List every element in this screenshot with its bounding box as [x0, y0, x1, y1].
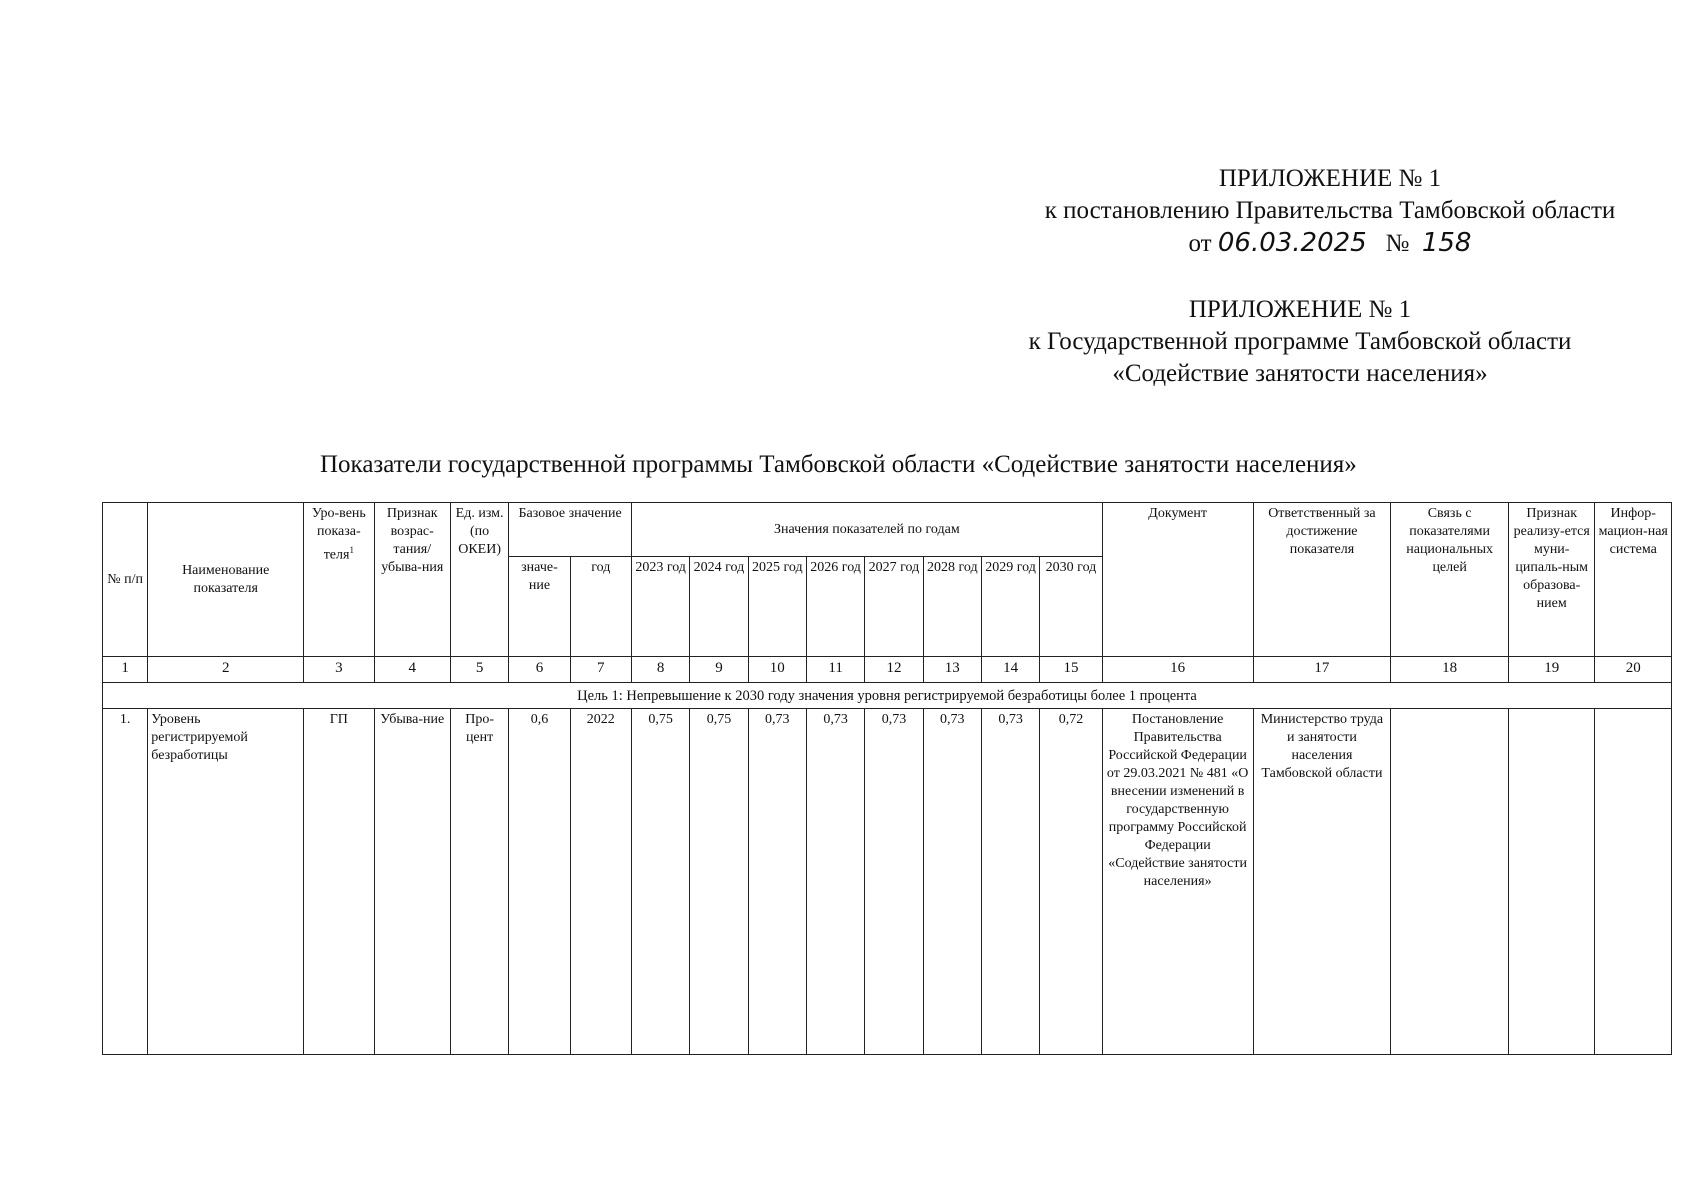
col-level-header — [304, 503, 374, 657]
year-value: 0,73 — [748, 709, 806, 1055]
col-base-value-header: значе-ние — [509, 557, 570, 657]
row-num: 1. — [103, 709, 148, 1055]
date-prefix: от — [1188, 230, 1212, 257]
base-value: 0,6 — [509, 709, 570, 1055]
year-value: 0,75 — [690, 709, 748, 1055]
column-number: 6 — [509, 657, 570, 683]
national-cell — [1391, 709, 1509, 1055]
info-system-cell — [1595, 709, 1672, 1055]
indicator-name: Уровень регистрируемой безработицы — [148, 709, 304, 1055]
document-cell: Постановление Правительства Российской Федерации от 29.03.2021 № 481 «О внесении изменений в государственную программу Российской Федерации «Содействие занятости населения» — [1102, 709, 1253, 1055]
col-year-header: 2027 год — [865, 557, 923, 657]
col-document-header: Документ — [1102, 503, 1253, 657]
col-year-header: 2028 год — [923, 557, 981, 657]
appendix-header-program — [980, 294, 1620, 390]
appendix-title: ПРИЛОЖЕНИЕ № 1 — [1218, 165, 1442, 192]
col-sign-header: Признак возрас-тания/ убыва-ния — [374, 503, 450, 657]
col-base-header: Базовое значение — [509, 503, 632, 557]
municipal-cell — [1508, 709, 1594, 1055]
col-level-text: Уро-вень показа-теля — [311, 506, 366, 563]
goal-text: Цель 1: Непревышение к 2030 году значения уровня регистрируемой безработицы более 1 процента — [103, 683, 1672, 709]
indicator-unit: Про-цент — [450, 709, 508, 1055]
appendix-header-resolution — [980, 163, 1680, 260]
program-name: «Содействие занятости населения» — [1112, 360, 1488, 387]
col-num-header: № п/п — [103, 503, 148, 657]
column-number: 4 — [374, 657, 450, 683]
col-years-group-header: Значения показателей по годам — [631, 503, 1102, 557]
column-number: 3 — [304, 657, 374, 683]
year-value: 0,73 — [923, 709, 981, 1055]
responsible-cell: Министерство труда и занятости населения Тамбовской области — [1253, 709, 1391, 1055]
col-national-header: Связь с показателями национальных целей — [1391, 503, 1509, 657]
table-row — [103, 709, 1672, 1055]
col-year-header: 2029 год — [981, 557, 1039, 657]
header-row-1 — [103, 503, 1672, 557]
column-number: 7 — [570, 657, 631, 683]
column-number: 2 — [148, 657, 304, 683]
column-number: 18 — [1391, 657, 1509, 683]
col-year-header: 2024 год — [690, 557, 748, 657]
column-number: 20 — [1595, 657, 1672, 683]
col-base-year-header: год — [570, 557, 631, 657]
indicators-table — [102, 502, 1672, 1055]
col-responsible-header: Ответственный за достижение показателя — [1253, 503, 1391, 657]
column-numbers-row — [103, 657, 1672, 683]
year-value: 0,73 — [806, 709, 864, 1055]
column-number: 16 — [1102, 657, 1253, 683]
column-number: 17 — [1253, 657, 1391, 683]
column-number: 19 — [1508, 657, 1594, 683]
column-number: 13 — [923, 657, 981, 683]
year-value: 0,72 — [1040, 709, 1102, 1055]
appendix-subtitle: к Государственной программе Тамбовской области — [1028, 328, 1572, 355]
number-prefix: № — [1385, 230, 1410, 257]
year-value: 0,73 — [865, 709, 923, 1055]
col-year-header: 2030 год — [1040, 557, 1102, 657]
footnote-mark: 1 — [349, 545, 354, 555]
year-value: 0,75 — [631, 709, 689, 1055]
column-number: 9 — [690, 657, 748, 683]
indicator-sign: Убыва-ние — [374, 709, 450, 1055]
base-year: 2022 — [570, 709, 631, 1055]
col-year-header: 2026 год — [806, 557, 864, 657]
column-number: 5 — [450, 657, 508, 683]
col-year-header: 2023 год — [631, 557, 689, 657]
col-unit-header: Ед. изм. (по ОКЕИ) — [450, 503, 508, 657]
appendix-title: ПРИЛОЖЕНИЕ № 1 — [1188, 296, 1412, 323]
column-number: 10 — [748, 657, 806, 683]
year-value: 0,73 — [981, 709, 1039, 1055]
date-number-line — [980, 227, 1680, 260]
column-number: 12 — [865, 657, 923, 683]
column-number: 14 — [981, 657, 1039, 683]
goal-row — [103, 683, 1672, 709]
column-number: 15 — [1040, 657, 1102, 683]
indicator-level: ГП — [304, 709, 374, 1055]
handwritten-date: 06.03.2025 — [1217, 228, 1367, 258]
column-number: 11 — [806, 657, 864, 683]
column-number: 1 — [103, 657, 148, 683]
col-name-header: Наименование показателя — [148, 503, 304, 657]
table-title: Показатели государственной программы Тамбовской области «Содействие занятости населения» — [320, 451, 1357, 478]
handwritten-number: 158 — [1421, 228, 1472, 258]
col-municipal-header: Признак реализу-ется муни-ципаль-ным образова-нием — [1508, 503, 1594, 657]
appendix-subtitle: к постановлению Правительства Тамбовской области — [1044, 197, 1616, 224]
col-year-header: 2025 год — [748, 557, 806, 657]
col-info-system-header: Инфор-мацион-ная система — [1595, 503, 1672, 657]
column-number: 8 — [631, 657, 689, 683]
